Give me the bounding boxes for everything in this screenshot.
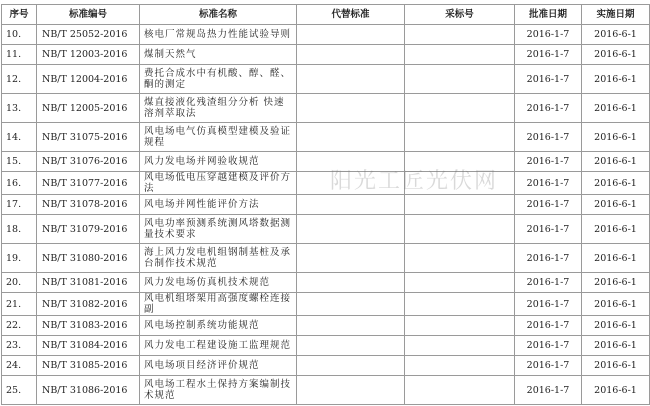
standards-table	[1, 4, 650, 405]
cell-adopted	[405, 273, 515, 293]
cell-code: NB/T 31082-2016	[37, 293, 140, 316]
cell-seq: 19.	[2, 244, 37, 273]
cell-name: 费托合成水中有机酸、醇、醛、酮的测定	[140, 65, 297, 94]
cell-name: 风电功率预测系统测风塔数据测量技术要求	[140, 215, 297, 244]
cell-approved: 2016-1-7	[515, 273, 582, 293]
cell-code: NB/T 12004-2016	[37, 65, 140, 94]
cell-name: 风电场电气仿真模型建模及验证规程	[140, 123, 297, 152]
cell-replaced	[297, 172, 405, 195]
cell-approved: 2016-1-7	[515, 336, 582, 356]
cell-approved: 2016-1-7	[515, 376, 582, 405]
header-approved: 批准日期	[515, 5, 582, 25]
cell-adopted	[405, 172, 515, 195]
cell-effective: 2016-6-1	[582, 195, 650, 215]
table-row	[2, 25, 650, 45]
table-row	[2, 356, 650, 376]
cell-replaced	[297, 244, 405, 273]
cell-effective: 2016-6-1	[582, 316, 650, 336]
cell-seq: 25.	[2, 376, 37, 405]
table-row	[2, 273, 650, 293]
cell-seq: 20.	[2, 273, 37, 293]
cell-effective: 2016-6-1	[582, 25, 650, 45]
cell-approved: 2016-1-7	[515, 215, 582, 244]
cell-effective: 2016-6-1	[582, 45, 650, 65]
cell-effective: 2016-6-1	[582, 244, 650, 273]
cell-name: 风力发电工程建设施工监理规范	[140, 336, 297, 356]
cell-effective: 2016-6-1	[582, 336, 650, 356]
cell-replaced	[297, 376, 405, 405]
cell-effective: 2016-6-1	[582, 376, 650, 405]
cell-effective: 2016-6-1	[582, 293, 650, 316]
cell-effective: 2016-6-1	[582, 94, 650, 123]
cell-approved: 2016-1-7	[515, 244, 582, 273]
cell-approved: 2016-1-7	[515, 293, 582, 316]
cell-approved: 2016-1-7	[515, 65, 582, 94]
cell-seq: 21.	[2, 293, 37, 316]
cell-name: 煤直接液化残渣组分分析 快速溶剂萃取法	[140, 94, 297, 123]
cell-adopted	[405, 152, 515, 172]
header-effective: 实施日期	[582, 5, 650, 25]
cell-approved: 2016-1-7	[515, 316, 582, 336]
table-row	[2, 316, 650, 336]
cell-name: 风电场工程水土保持方案编制技术规范	[140, 376, 297, 405]
cell-code: NB/T 31086-2016	[37, 376, 140, 405]
table-row	[2, 244, 650, 273]
cell-name: 煤制天然气	[140, 45, 297, 65]
table-row	[2, 376, 650, 405]
table-row	[2, 195, 650, 215]
header-seq: 序号	[2, 5, 37, 25]
cell-name: 核电厂常规岛热力性能试验导则	[140, 25, 297, 45]
table-row	[2, 215, 650, 244]
cell-replaced	[297, 65, 405, 94]
cell-adopted	[405, 316, 515, 336]
cell-seq: 16.	[2, 172, 37, 195]
header-adopted: 采标号	[405, 5, 515, 25]
cell-effective: 2016-6-1	[582, 152, 650, 172]
cell-code: NB/T 31084-2016	[37, 336, 140, 356]
cell-seq: 17.	[2, 195, 37, 215]
cell-replaced	[297, 123, 405, 152]
cell-approved: 2016-1-7	[515, 172, 582, 195]
cell-adopted	[405, 376, 515, 405]
cell-seq: 23.	[2, 336, 37, 356]
cell-approved: 2016-1-7	[515, 25, 582, 45]
cell-code: NB/T 31076-2016	[37, 152, 140, 172]
cell-adopted	[405, 45, 515, 65]
cell-code: NB/T 31079-2016	[37, 215, 140, 244]
cell-seq: 14.	[2, 123, 37, 152]
table-row	[2, 65, 650, 94]
cell-adopted	[405, 356, 515, 376]
table-body	[2, 25, 650, 405]
cell-replaced	[297, 215, 405, 244]
header-replaced: 代替标准	[297, 5, 405, 25]
cell-code: NB/T 31081-2016	[37, 273, 140, 293]
cell-seq: 10.	[2, 25, 37, 45]
cell-name: 风力发电场并网验收规范	[140, 152, 297, 172]
cell-replaced	[297, 293, 405, 316]
cell-replaced	[297, 273, 405, 293]
cell-effective: 2016-6-1	[582, 123, 650, 152]
cell-approved: 2016-1-7	[515, 152, 582, 172]
cell-code: NB/T 31085-2016	[37, 356, 140, 376]
cell-approved: 2016-1-7	[515, 356, 582, 376]
cell-name: 风电场控制系统功能规范	[140, 316, 297, 336]
cell-effective: 2016-6-1	[582, 215, 650, 244]
cell-code: NB/T 25052-2016	[37, 25, 140, 45]
table-row	[2, 336, 650, 356]
cell-code: NB/T 12005-2016	[37, 94, 140, 123]
cell-replaced	[297, 45, 405, 65]
header-row	[2, 5, 650, 25]
cell-adopted	[405, 25, 515, 45]
cell-replaced	[297, 336, 405, 356]
cell-seq: 24.	[2, 356, 37, 376]
cell-effective: 2016-6-1	[582, 65, 650, 94]
cell-name: 风电场低电压穿越建模及评价方法	[140, 172, 297, 195]
cell-name: 风电机组塔架用高强度螺栓连接副	[140, 293, 297, 316]
table-row	[2, 123, 650, 152]
cell-adopted	[405, 94, 515, 123]
cell-approved: 2016-1-7	[515, 94, 582, 123]
cell-replaced	[297, 356, 405, 376]
table-row	[2, 45, 650, 65]
cell-code: NB/T 31083-2016	[37, 316, 140, 336]
cell-seq: 22.	[2, 316, 37, 336]
table-row	[2, 293, 650, 316]
cell-code: NB/T 12003-2016	[37, 45, 140, 65]
header-name: 标准名称	[140, 5, 297, 25]
cell-approved: 2016-1-7	[515, 123, 582, 152]
cell-replaced	[297, 152, 405, 172]
cell-seq: 18.	[2, 215, 37, 244]
cell-adopted	[405, 244, 515, 273]
cell-approved: 2016-1-7	[515, 45, 582, 65]
cell-adopted	[405, 195, 515, 215]
table-row	[2, 94, 650, 123]
watermark: 阳光工匠光伏网	[330, 169, 499, 194]
cell-seq: 13.	[2, 94, 37, 123]
cell-seq: 15.	[2, 152, 37, 172]
cell-effective: 2016-6-1	[582, 356, 650, 376]
cell-replaced	[297, 316, 405, 336]
cell-adopted	[405, 65, 515, 94]
cell-adopted	[405, 215, 515, 244]
cell-adopted	[405, 336, 515, 356]
cell-adopted	[405, 123, 515, 152]
cell-replaced	[297, 94, 405, 123]
cell-name: 风力发电场仿真机技术规范	[140, 273, 297, 293]
table-row	[2, 172, 650, 195]
cell-name: 风电场项目经济评价规范	[140, 356, 297, 376]
cell-seq: 11.	[2, 45, 37, 65]
cell-name: 风电场并网性能评价方法	[140, 195, 297, 215]
cell-effective: 2016-6-1	[582, 273, 650, 293]
cell-replaced	[297, 195, 405, 215]
cell-effective: 2016-6-1	[582, 172, 650, 195]
header-code: 标准编号	[37, 5, 140, 25]
cell-code: NB/T 31078-2016	[37, 195, 140, 215]
cell-replaced	[297, 25, 405, 45]
cell-seq: 12.	[2, 65, 37, 94]
cell-code: NB/T 31075-2016	[37, 123, 140, 152]
cell-adopted	[405, 293, 515, 316]
cell-code: NB/T 31077-2016	[37, 172, 140, 195]
table-row	[2, 152, 650, 172]
cell-approved: 2016-1-7	[515, 195, 582, 215]
cell-code: NB/T 31080-2016	[37, 244, 140, 273]
cell-name: 海上风力发电机组钢制基桩及承台制作技术规范	[140, 244, 297, 273]
